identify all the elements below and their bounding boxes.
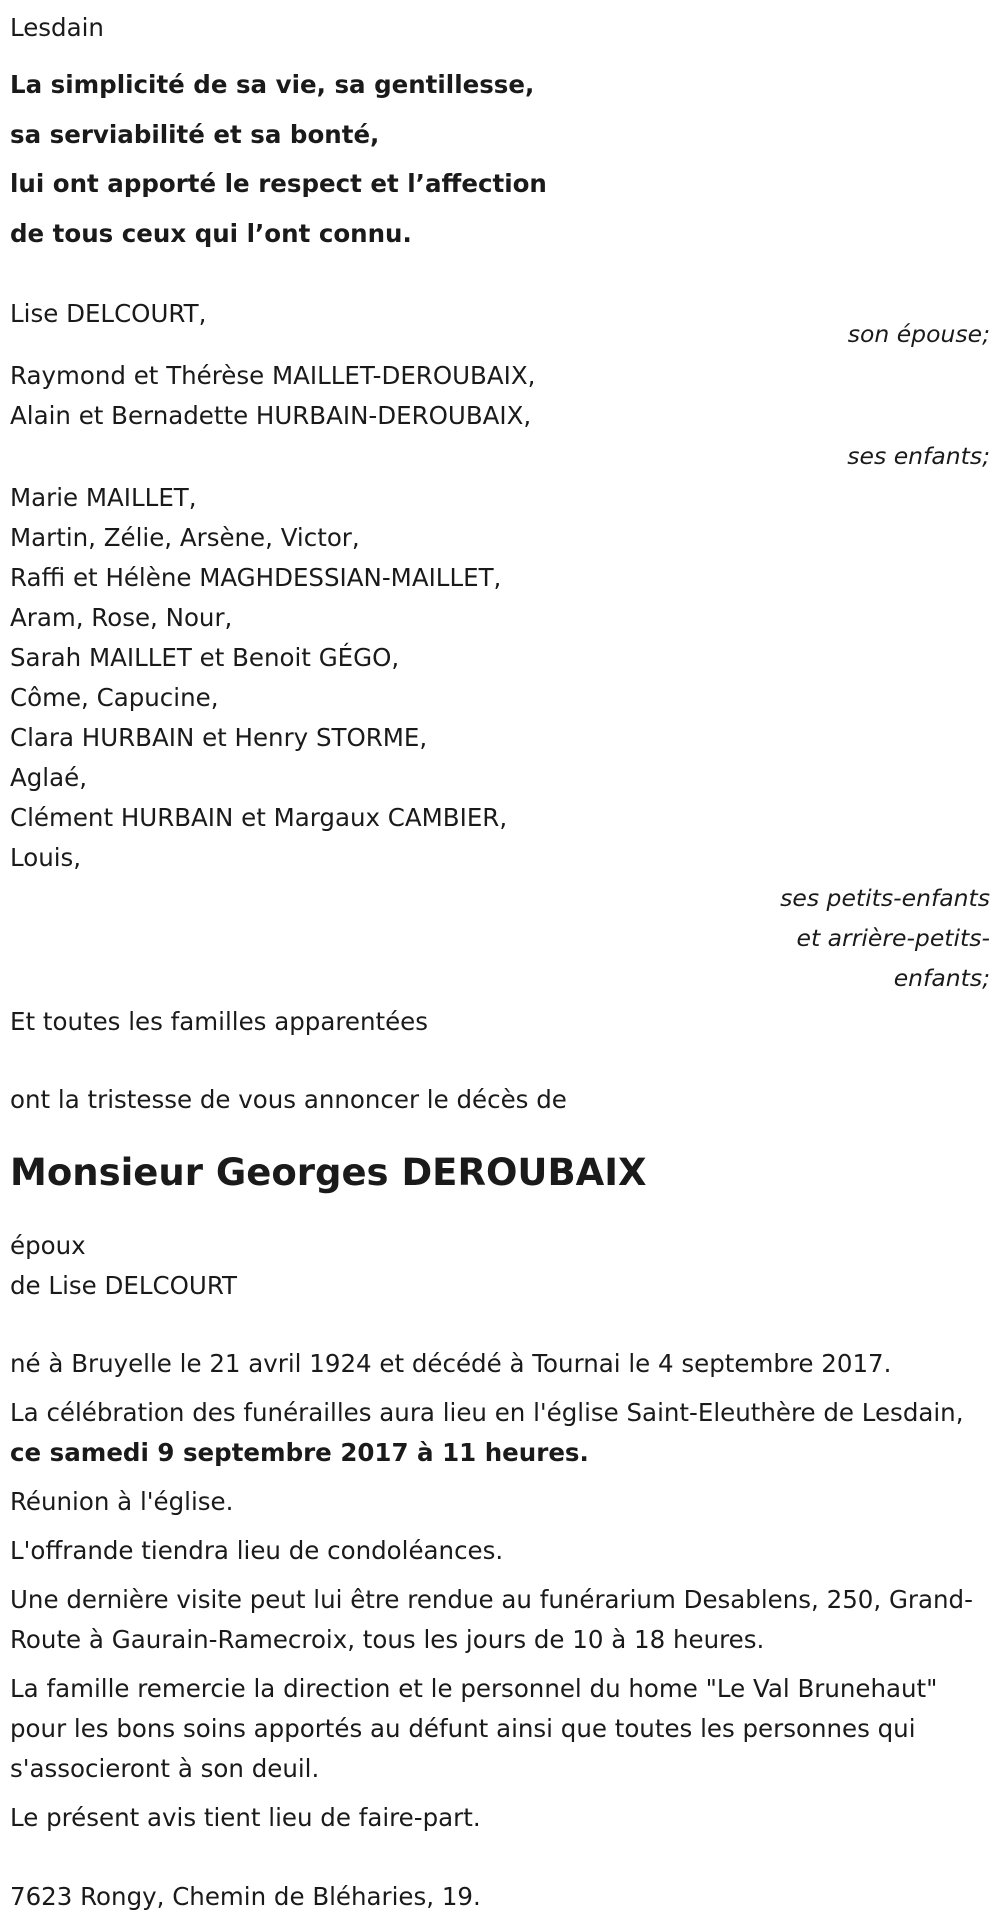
- relation-line: ses petits-enfants: [780, 884, 990, 912]
- grandchild-name: Clément HURBAIN et Margaux CAMBIER,: [10, 803, 508, 832]
- spouse-relation: son épouse;: [847, 320, 990, 348]
- grandchild-name: Sarah MAILLET et Benoit GÉGO,: [10, 643, 400, 672]
- quote-line: de tous ceux qui l’ont connu.: [10, 218, 412, 248]
- grandchild-name: Aram, Rose, Nour,: [10, 603, 233, 632]
- children-relation: ses enfants;: [847, 442, 990, 470]
- funeral-date: ce samedi 9 septembre 2017 à 11 heures.: [10, 1438, 589, 1467]
- funeral-text: La célébration des funérailles aura lieu en l'église Saint-Eleuthère de Lesdain,: [10, 1398, 964, 1427]
- grandchild-name: Clara HURBAIN et Henry STORME,: [10, 723, 428, 752]
- grandchild-name: Côme, Capucine,: [10, 683, 219, 712]
- spouse-of-line: époux: [10, 1231, 86, 1260]
- born-died-line: né à Bruyelle le 21 avril 1924 et décédé à Tournai le 4 septembre 2017.: [10, 1349, 892, 1378]
- meeting-line: Réunion à l'église.: [10, 1487, 234, 1516]
- quote-line: sa serviabilité et sa bonté,: [10, 119, 380, 149]
- funeral-paragraph: [10, 1393, 985, 1473]
- address-line: 7623 Rongy, Chemin de Bléharies, 19.: [10, 1882, 481, 1911]
- grandchild-name: Louis,: [10, 843, 82, 872]
- offering-line: L'offrande tiendra lieu de condoléances.: [10, 1536, 504, 1565]
- child-name: Alain et Bernadette HURBAIN-DEROUBAIX,: [10, 401, 532, 430]
- spouse-block: [10, 294, 990, 354]
- grandchild-name: Aglaé,: [10, 763, 87, 792]
- visit-paragraph: Une dernière visite peut lui être rendue au funérarium Desablens, 250, Grand-Route à Gaurain-Ramecroix, tous les jours de 10 à 18 heures.: [10, 1585, 973, 1654]
- relation-line: et arrière-petits-: [796, 924, 990, 952]
- epitaph-quote: [10, 60, 990, 258]
- announcement-line: ont la tristesse de vous annoncer le décès de: [10, 1085, 567, 1114]
- grandchildren-block: [10, 478, 990, 998]
- spouse-name: Lise DELCOURT,: [10, 299, 207, 328]
- quote-line: lui ont apporté le respect et l’affection: [10, 169, 547, 198]
- grandchild-name: Martin, Zélie, Arsène, Victor,: [10, 523, 360, 552]
- place-name: Lesdain: [10, 13, 104, 42]
- thanks-paragraph: La famille remercie la direction et le personnel du home "Le Val Brunehaut" pour les bons soins apportés au défunt ainsi que toutes les personnes qui s'associeront à son deuil.: [10, 1674, 938, 1783]
- families-line: Et toutes les familles apparentées: [10, 1007, 428, 1036]
- notice-line: Le présent avis tient lieu de faire-part.: [10, 1803, 481, 1832]
- spouse-of-line: de Lise DELCOURT: [10, 1271, 238, 1300]
- quote-line: La simplicité de sa vie, sa gentillesse,: [10, 70, 535, 99]
- deceased-name: Monsieur Georges DEROUBAIX: [10, 1151, 647, 1194]
- relation-line: enfants;: [893, 964, 990, 992]
- child-name: Raymond et Thérèse MAILLET-DEROUBAIX,: [10, 361, 536, 390]
- grandchild-name: Raffi et Hélène MAGHDESSIAN-MAILLET,: [10, 563, 502, 592]
- grandchild-name: Marie MAILLET,: [10, 483, 197, 512]
- children-block: [10, 356, 990, 476]
- grandchildren-relation: [10, 878, 990, 998]
